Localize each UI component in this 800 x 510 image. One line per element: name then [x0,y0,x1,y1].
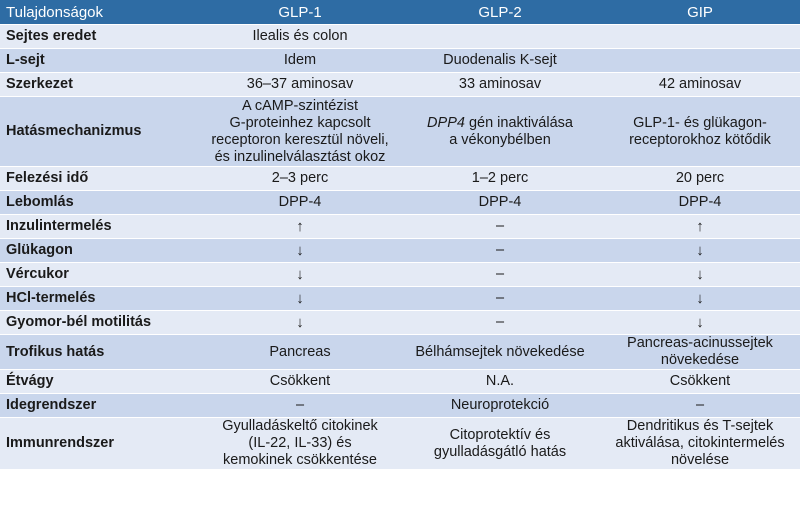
row-label: Gyomor-bél motilitás [0,311,200,335]
cell-gip [600,335,800,370]
row-glucagon [0,239,800,263]
cell-gip: 20 perc [600,167,800,191]
row-label: Immunrendszer [0,418,200,470]
row-insulin [0,215,800,239]
cell-gip [600,418,800,470]
row-cellular-origin [0,25,800,49]
cell-glp1: Pancreas [200,335,400,370]
row-label: Inzulintermelés [0,215,200,239]
row-label: L-sejt [0,49,200,73]
row-label: Trofikus hatás [0,335,200,370]
row-trophic [0,335,800,370]
arrow-down-icon: ↓ [600,287,800,311]
cell-glp2: Duodenalis K-sejt [400,49,600,73]
arrow-down-icon: ↓ [200,263,400,287]
header-properties: Tulajdonságok [0,0,200,25]
arrow-down-icon: ↓ [600,263,800,287]
cell-glp2 [400,25,600,49]
row-degradation [0,191,800,215]
cell-line [404,115,596,132]
cell-glp2: DPP-4 [400,191,600,215]
row-blood-sugar [0,263,800,287]
cell-line: gyulladásgátló hatás [433,443,567,460]
cell-glp2: Neuroprotekció [400,394,600,418]
cell-glp2: Bélhámsejtek növekedése [400,335,600,370]
cell-glp2: N.A. [400,370,600,394]
arrow-down-icon: ↓ [600,311,800,335]
header-gip: GIP [600,0,800,25]
gene-name: DPP4 [427,114,465,131]
row-mechanism [0,97,800,167]
header-glp2: GLP-2 [400,0,600,25]
cell-line: a vékonybélben [449,131,551,148]
cell-line: (IL-22, IL-33) és [248,435,352,451]
cell-line: Pancreas-acinussejtek [627,335,773,351]
row-label: Vércukor [0,263,200,287]
dash-cell: – [400,287,600,311]
row-label: Felezési idő [0,167,200,191]
row-gi-motility [0,311,800,335]
cell-glp1: 2–3 perc [200,167,400,191]
row-label: Hatásmechanizmus [0,97,200,167]
cell-glp1: Csökkent [200,370,400,394]
row-hcl [0,287,800,311]
cell-line: receptorokhoz kötődik [629,131,771,148]
dash-cell: – [400,311,600,335]
row-label: Lebomlás [0,191,200,215]
cell-line: GLP-1- és glükagon- [633,114,767,131]
cell-glp2 [400,418,600,470]
arrow-down-icon: ↓ [200,239,400,263]
cell-line: növekedése [660,352,740,368]
row-half-life [0,167,800,191]
cell-line: Gyulladáskeltő citokinek [222,418,378,434]
dash-cell: – [400,263,600,287]
cell-glp2 [400,97,600,167]
row-label: HCl-termelés [0,287,200,311]
row-l-cell [0,49,800,73]
row-appetite [0,370,800,394]
dash-cell: – [200,394,400,418]
arrow-up-icon: ↑ [600,215,800,239]
cell-glp2: 1–2 perc [400,167,600,191]
row-label: Étvágy [0,370,200,394]
cell-glp1: 36–37 aminosav [200,73,400,97]
cell-gip [600,97,800,167]
arrow-down-icon: ↓ [600,239,800,263]
cell-gip: DPP-4 [600,191,800,215]
dash-cell: – [400,215,600,239]
cell-glp2: 33 aminosav [400,73,600,97]
cell-line: növelése [670,452,730,468]
arrow-down-icon: ↓ [200,311,400,335]
row-immune-system [0,418,800,470]
header-glp1: GLP-1 [200,0,400,25]
cell-line: Citoprotektív és [449,426,551,443]
cell-line: G-proteinhez kapcsolt [229,114,371,131]
row-label: Szerkezet [0,73,200,97]
row-label: Idegrendszer [0,394,200,418]
cell-line: és inzulinelválasztást okoz [214,148,386,165]
cell-glp1: Ilealis és colon [200,25,400,49]
arrow-up-icon: ↑ [200,215,400,239]
row-label: Sejtes eredet [0,25,200,49]
cell-gip: 42 aminosav [600,73,800,97]
cell-line: receptoron keresztül növeli, [211,131,389,148]
cell-line: Dendritikus és T-sejtek [626,418,774,434]
cell-gip: Csökkent [600,370,800,394]
cell-gip [600,25,800,49]
cell-gip [600,49,800,73]
row-nervous-system [0,394,800,418]
cell-line: kemokinek csökkentése [223,452,377,468]
cell-glp1 [200,418,400,470]
row-label: Glükagon [0,239,200,263]
cell-glp1: Idem [200,49,400,73]
cell-glp1 [200,97,400,167]
arrow-down-icon: ↓ [200,287,400,311]
cell-text: gén inaktiválása [464,114,573,131]
dash-cell: – [400,239,600,263]
cell-line: aktiválása, citokintermelés [615,435,785,451]
cell-line: A cAMP-szintézist [241,97,359,114]
header-row [0,0,800,25]
dash-cell: – [600,394,800,418]
row-structure [0,73,800,97]
cell-glp1: DPP-4 [200,191,400,215]
